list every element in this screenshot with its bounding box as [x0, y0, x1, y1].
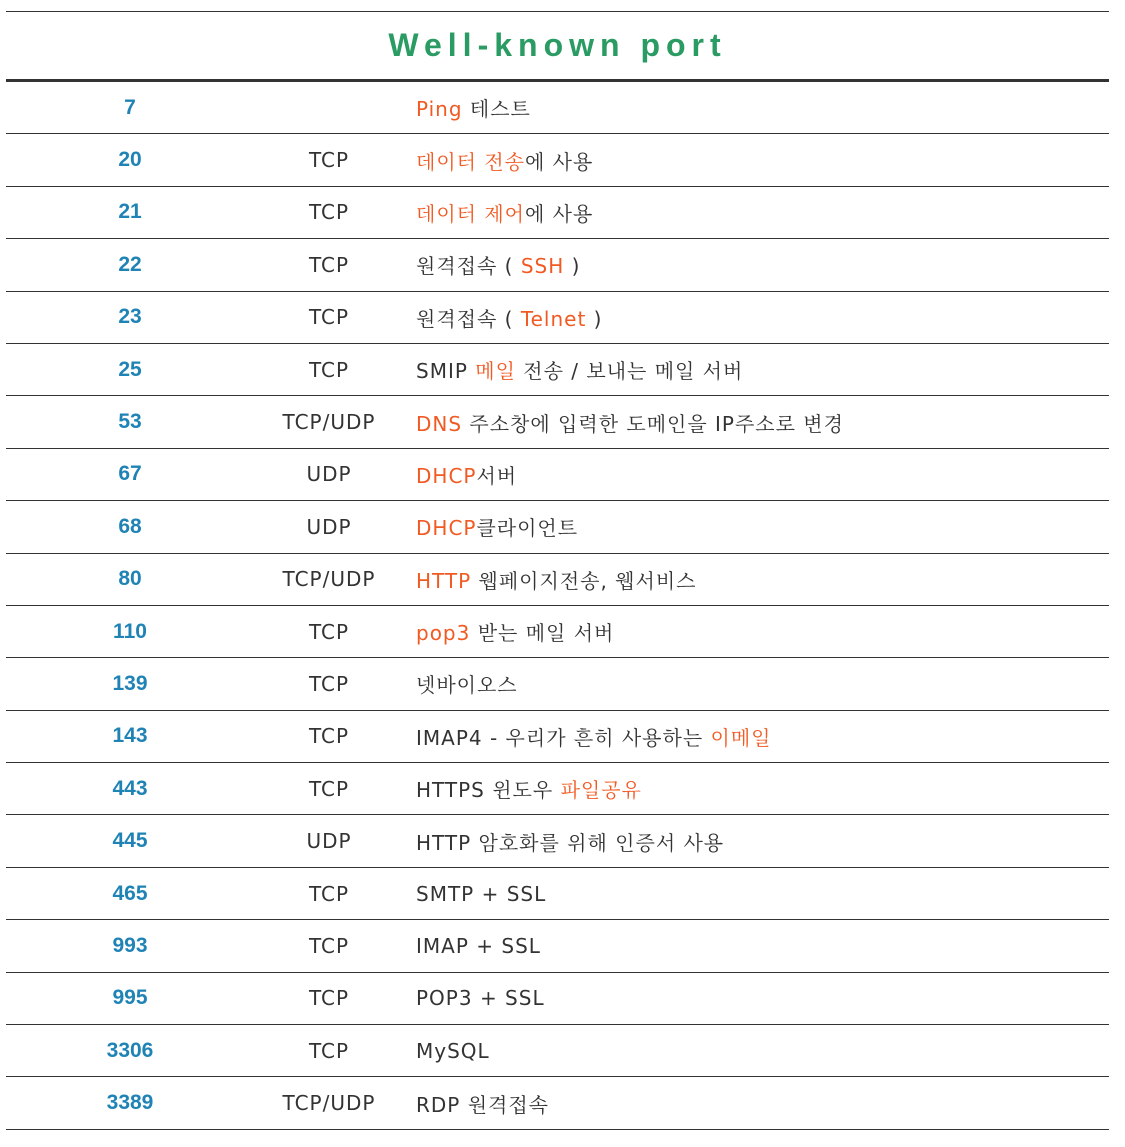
description-highlight: DHCP [416, 463, 477, 488]
description [404, 93, 531, 122]
port-number: 53 [118, 410, 142, 434]
description-highlight: 파일공유 [560, 778, 642, 803]
description-text: 테스트 [462, 97, 531, 122]
description-text: 전송 / 보내는 메일 서버 [515, 359, 744, 384]
table-row [6, 134, 1109, 186]
description [404, 355, 743, 384]
description-text: 받는 메일 서버 [470, 621, 615, 646]
table-row [6, 396, 1109, 448]
protocol: UDP [306, 514, 352, 539]
description [404, 617, 614, 646]
table-row [6, 658, 1109, 710]
table-row [6, 973, 1109, 1025]
protocol: UDP [306, 462, 352, 487]
table-row [6, 606, 1109, 658]
protocol: TCP [308, 305, 350, 330]
description [404, 1039, 490, 1063]
protocol: TCP [308, 724, 350, 749]
table-row [6, 292, 1109, 344]
description-text: 서버 [476, 463, 518, 488]
description-text: HTTPS 윈도우 [416, 778, 561, 803]
protocol: UDP [306, 829, 352, 854]
description [404, 1089, 549, 1118]
description-text: ) [564, 254, 581, 279]
port-number: 3389 [106, 1091, 154, 1115]
description [404, 198, 593, 227]
port-number: 23 [118, 305, 142, 329]
port-number: 67 [118, 462, 142, 486]
description [404, 460, 517, 489]
port-number: 139 [112, 671, 148, 695]
description [404, 986, 545, 1010]
protocol: TCP [308, 1038, 350, 1063]
description-text: 에 사용 [524, 201, 594, 226]
description [404, 303, 603, 332]
description [404, 146, 593, 175]
table-row [6, 449, 1109, 501]
description-text: IMAP4 - 우리가 흔히 사용하는 [416, 725, 711, 750]
description-text: 원격접속 ( [416, 254, 521, 279]
description [404, 669, 518, 698]
table-header [6, 11, 1109, 82]
port-number: 7 [124, 95, 136, 119]
description-highlight: Telnet [520, 306, 587, 331]
description-highlight: DHCP [416, 516, 477, 541]
protocol: TCP/UDP [282, 567, 376, 592]
port-number: 22 [118, 252, 142, 276]
protocol: TCP [308, 933, 350, 958]
description-highlight: 데이터 전송 [416, 149, 525, 174]
description [404, 934, 541, 958]
description-highlight: 메일 [475, 359, 516, 384]
table-title: Well-known port [388, 27, 727, 63]
port-number: 995 [112, 986, 148, 1010]
description [404, 882, 546, 906]
description-highlight: pop3 [416, 621, 471, 646]
port-table [6, 0, 1109, 1130]
table-row [6, 187, 1109, 239]
protocol: TCP/UDP [282, 1091, 376, 1116]
port-number: 21 [118, 200, 142, 224]
description-text: 주소창에 입력한 도메인을 IP주소로 변경 [462, 411, 844, 436]
table-row [6, 868, 1109, 920]
protocol: TCP [308, 200, 350, 225]
port-number: 68 [118, 514, 142, 538]
table-row [6, 554, 1109, 606]
description-text: IMAP + SSL [416, 933, 541, 958]
description-text: 원격접속 ( [416, 306, 521, 331]
description [404, 565, 696, 594]
protocol: TCP/UDP [282, 410, 376, 435]
table-row [6, 763, 1109, 815]
table-row [6, 344, 1109, 396]
protocol: TCP [308, 776, 350, 801]
description-text: SMIP [416, 359, 476, 384]
table-body [6, 82, 1109, 1130]
port-number: 110 [113, 619, 147, 643]
table-row [6, 711, 1109, 763]
description [404, 827, 724, 856]
port-number: 20 [118, 148, 142, 172]
description [404, 722, 771, 751]
description [404, 774, 642, 803]
table-row [6, 920, 1109, 972]
protocol: TCP [308, 619, 350, 644]
description-text: MySQL [416, 1038, 490, 1063]
protocol: TCP [308, 881, 350, 906]
description-text: POP3 + SSL [416, 986, 545, 1011]
description-highlight: SSH [520, 254, 565, 279]
table-row [6, 1025, 1109, 1077]
port-number: 3306 [106, 1038, 154, 1062]
description-highlight: DNS [416, 411, 463, 436]
port-number: 465 [112, 881, 148, 905]
protocol: TCP [308, 986, 350, 1011]
port-number: 445 [112, 829, 148, 853]
description-text: ) [586, 306, 603, 331]
description [404, 408, 844, 437]
description-highlight: HTTP [416, 568, 472, 593]
description-highlight: 이메일 [710, 725, 772, 750]
description-text: HTTP 암호화를 위해 인증서 사용 [416, 830, 725, 855]
description-text: SMTP + SSL [416, 881, 547, 906]
table-row [6, 1077, 1109, 1129]
description-highlight: Ping [416, 97, 463, 122]
port-number: 993 [112, 933, 148, 957]
protocol: TCP [308, 252, 350, 277]
table-row [6, 82, 1109, 134]
description-text: 에 사용 [524, 149, 594, 174]
port-number: 80 [118, 567, 142, 591]
description-text: 클라이언트 [476, 516, 579, 541]
table-row [6, 815, 1109, 867]
port-number: 443 [112, 776, 148, 800]
port-number: 25 [118, 357, 142, 381]
port-number: 143 [112, 724, 148, 748]
description-text: 웹페이지전송, 웹서비스 [471, 568, 697, 593]
protocol: TCP [308, 148, 350, 173]
protocol: TCP [308, 357, 350, 382]
description [404, 512, 578, 541]
protocol: TCP [308, 671, 350, 696]
table-row [6, 501, 1109, 553]
table-row [6, 239, 1109, 291]
description-highlight: 데이터 제어 [416, 201, 525, 226]
description-text: RDP 원격접속 [416, 1092, 549, 1117]
description [404, 250, 580, 279]
description-text: 넷바이오스 [416, 673, 518, 698]
